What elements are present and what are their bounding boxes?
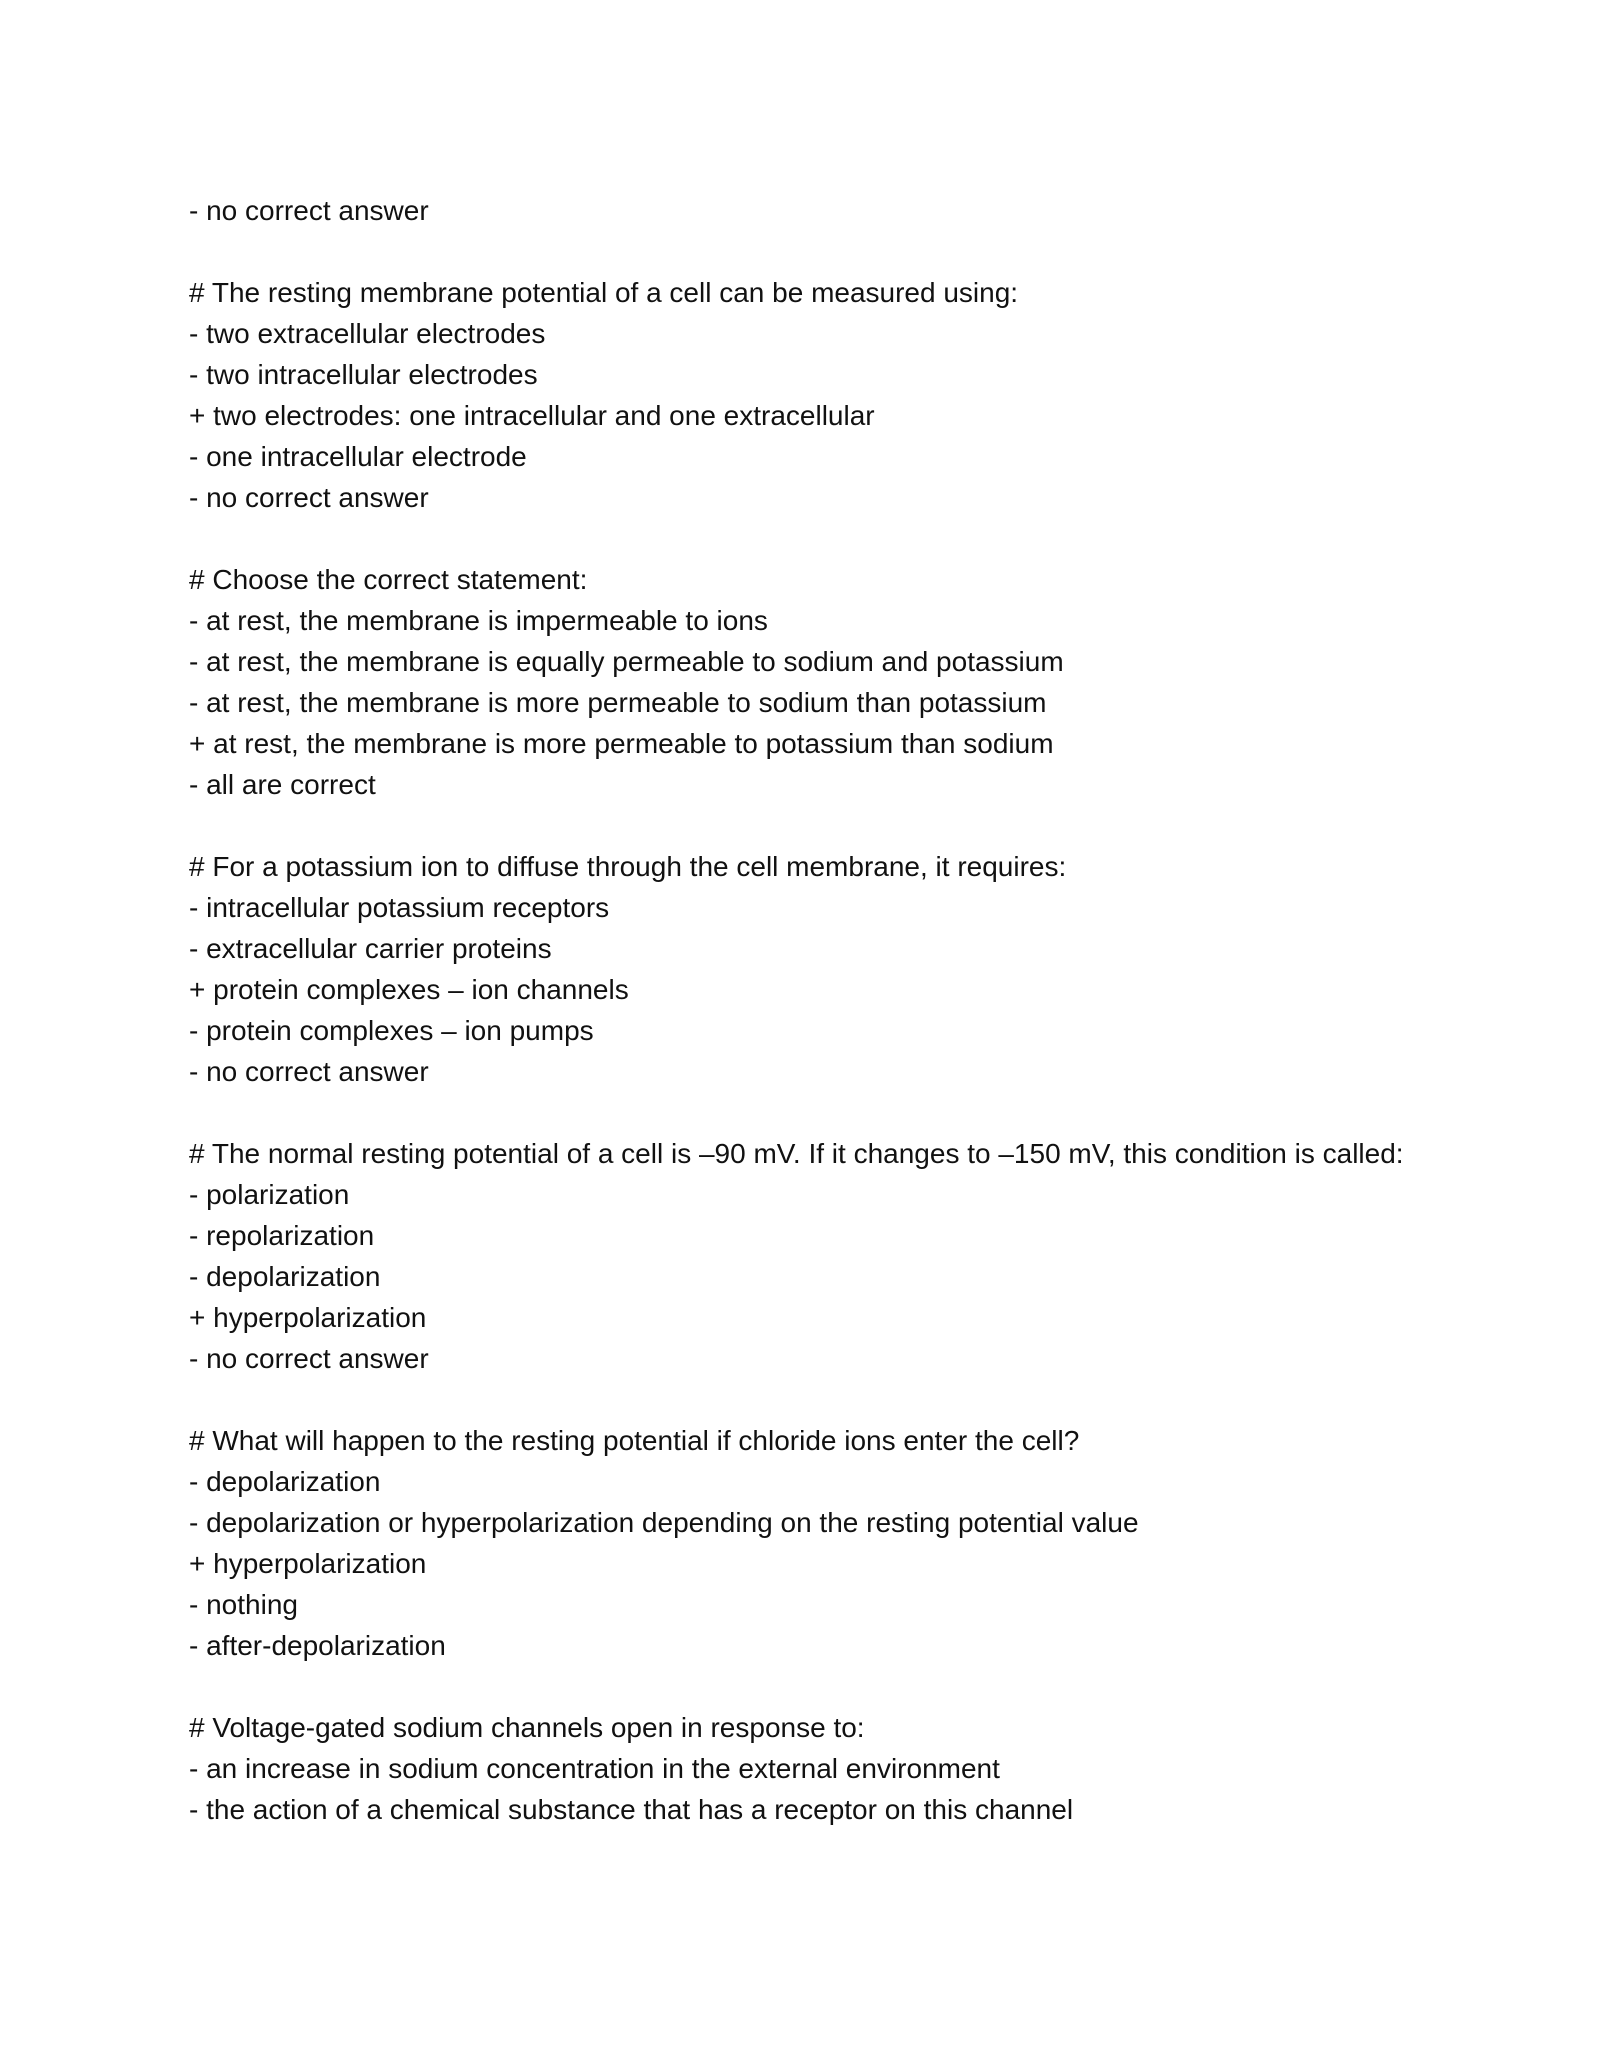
answer-option: - no correct answer <box>189 1343 429 1374</box>
question-text: # The normal resting potential of a cell is –90 mV. If it changes to –150 mV, this condition is called: <box>189 1138 1404 1169</box>
answer-option: - no correct answer <box>189 1056 429 1087</box>
correct-answer-option: + at rest, the membrane is more permeable to potassium than sodium <box>189 728 1054 759</box>
question-text: # Choose the correct statement: <box>189 564 588 595</box>
paragraph-gap <box>189 1666 1419 1707</box>
answer-option: - two extracellular electrodes <box>189 318 546 349</box>
answer-option: - one intracellular electrode <box>189 441 527 472</box>
answer-option: - polarization <box>189 1179 350 1210</box>
answer-option: - depolarization <box>189 1466 381 1497</box>
answer-option: - an increase in sodium concentration in the external environment <box>189 1753 1000 1784</box>
correct-answer-option: + protein complexes – ion channels <box>189 974 629 1005</box>
paragraph-gap <box>189 518 1419 559</box>
answer-option: - after-depolarization <box>189 1630 446 1661</box>
paragraph-gap <box>189 805 1419 846</box>
answer-option: - at rest, the membrane is equally permeable to sodium and potassium <box>189 646 1064 677</box>
answer-option: - two intracellular electrodes <box>189 359 538 390</box>
answer-option: - the action of a chemical substance that has a receptor on this channel <box>189 1794 1074 1825</box>
question-text: # Voltage-gated sodium channels open in response to: <box>189 1712 865 1743</box>
paragraph-gap <box>189 1092 1419 1133</box>
question-text: # For a potassium ion to diffuse through the cell membrane, it requires: <box>189 851 1067 882</box>
answer-option: - no correct answer <box>189 195 429 226</box>
question-text: # What will happen to the resting potential if chloride ions enter the cell? <box>189 1425 1080 1456</box>
question-text: # The resting membrane potential of a cell can be measured using: <box>189 277 1019 308</box>
answer-option: - protein complexes – ion pumps <box>189 1015 594 1046</box>
answer-option: - all are correct <box>189 769 376 800</box>
paragraph-gap <box>189 231 1419 272</box>
answer-option: - at rest, the membrane is more permeable to sodium than potassium <box>189 687 1047 718</box>
answer-option: - depolarization or hyperpolarization depending on the resting potential value <box>189 1507 1139 1538</box>
answer-option: - extracellular carrier proteins <box>189 933 552 964</box>
answer-option: - intracellular potassium receptors <box>189 892 610 923</box>
answer-option: - nothing <box>189 1589 298 1620</box>
correct-answer-option: + two electrodes: one intracellular and one extracellular <box>189 400 875 431</box>
answer-option: - no correct answer <box>189 482 429 513</box>
answer-option: - at rest, the membrane is impermeable to ions <box>189 605 768 636</box>
paragraph-gap <box>189 1379 1419 1420</box>
answer-option: - repolarization <box>189 1220 375 1251</box>
correct-answer-option: + hyperpolarization <box>189 1302 427 1333</box>
answer-option: - depolarization <box>189 1261 381 1292</box>
correct-answer-option: + hyperpolarization <box>189 1548 427 1579</box>
document-page <box>189 190 1419 1830</box>
